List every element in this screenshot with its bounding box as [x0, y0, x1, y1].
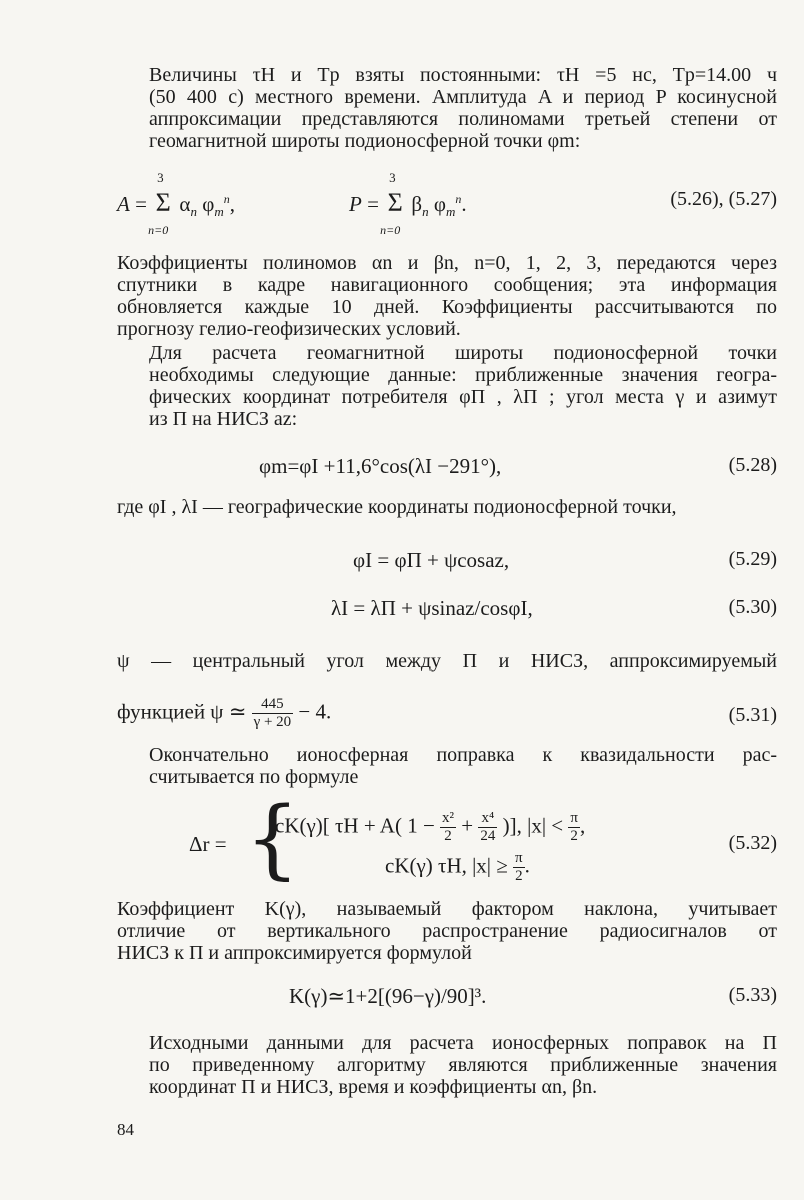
- equation-5-29: φI = φП + ψcosaz, (5.29): [353, 548, 777, 572]
- paragraph-input-data: Исходными данными для расчета ионосферных поправок на П по приведенному алгоритму являются приближенные значения координат П и НИСЗ, время и коэффициенты αn, βn.: [149, 1032, 777, 1098]
- paragraph-where: где φI , λI — географические координаты подионосферной точки,: [117, 496, 677, 518]
- equation-5-31: функцией ψ ≃ $\frac{445}{\gamma + 20}$ − 4. (5.31): [117, 696, 777, 730]
- equation-5-33: K(γ)≃1+2[(96−γ)/90]³. (5.33): [289, 984, 777, 1008]
- paragraph-central-angle: ψ — центральный угол между П и НИСЗ, аппроксимируемый: [117, 650, 777, 672]
- paragraph-final-correction: Окончательно ионосферная поправка к квазидальности рас- считывается по формуле: [149, 744, 777, 788]
- equation-number: (5.26), (5.27): [670, 188, 777, 210]
- paragraph-coefficients: Коэффициенты полиномов αn и βn, n=0, 1, 2, 3, передаются через спутники в кадре навигационного сообщения; эта информация обновляется каждые 10 дней. Коэффициенты рассчитываются по прогнозу гелио-геофизических условий.: [117, 252, 777, 340]
- paragraph-slant-factor: Коэффициент K(γ), называемый фактором наклона, учитывает отличие от вертикального распространение радиосигналов от НИСЗ к П и аппроксимируется формулой: [117, 898, 777, 964]
- equation-5-28: φm=φI +11,6°cos(λI −291°), (5.28): [259, 454, 777, 478]
- page-number: 84: [117, 1120, 134, 1139]
- equation-5-32: Δr = { cK(γ)[ τH + A( 1 − $\frac{\text{x²}}{2}$ + $\frac{\text{x⁴}}{24}$ )], |x| < $\frac{\pi}{2}$ , cK(γ) τH, |x| ≥ $\frac{\pi}{2}$ . (5.32): [189, 789, 777, 889]
- equation-5-26-5-27: A = Σ 3 n=0 $\alpha_n$ $\varphi_m^n$, P = Σ 3 n=0 $\beta_n$ $\varphi_m^n$. (5.26), (5.27): [117, 170, 777, 237]
- equation-5-30: λI = λП + ψsinaz/cosφI, (5.30): [331, 596, 777, 620]
- paragraph-geomag-latitude: Для расчета геомагнитной широты подионосферной точки необходимы следующие данные: приближенные значения геогра- фических координат потребителя φП , λП ; угол места γ и азимут из П на НИСЗ az:: [149, 342, 777, 430]
- paragraph-constants: Величины τH и Tp взяты постоянными: τH =5 нс, Tp=14.00 ч (50 400 с) местного времени. Амплитуда A и период P косинусной аппроксимации представляются полиномами третьей степени от геомагнитной широты подионосферной точки φm:: [149, 64, 777, 152]
